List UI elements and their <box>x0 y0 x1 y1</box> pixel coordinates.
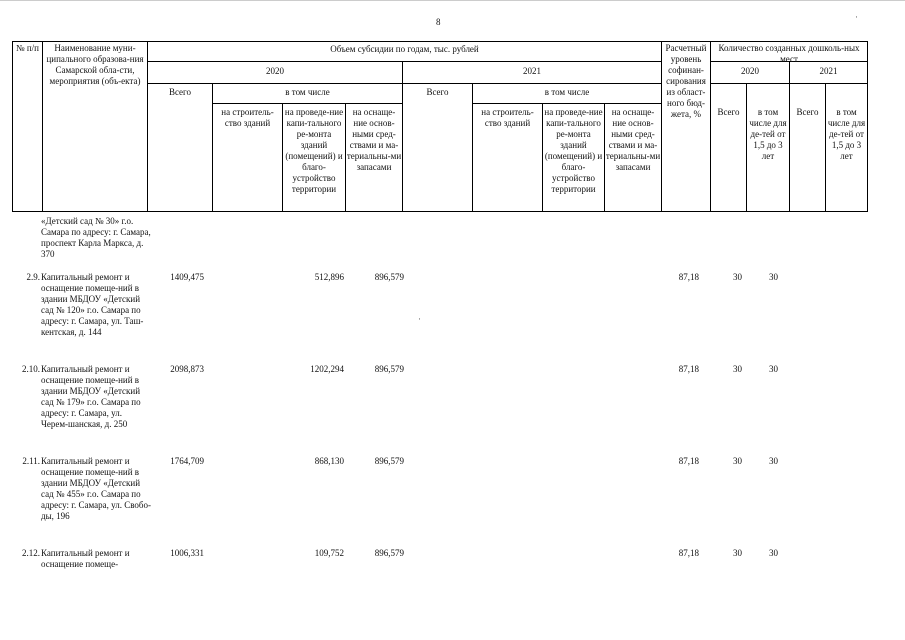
header-places-children-2021: в том числе для де-тей от 1,5 до 3 лет <box>827 107 866 161</box>
header-places-children-2020: в том числе для де-тей от 1,5 до 3 лет <box>749 107 787 161</box>
cell-rate: 87,18 <box>678 272 699 282</box>
page-number: 8 <box>436 17 441 27</box>
cell-equipment-2020: 896,579 <box>374 272 404 282</box>
cell-total-2020: 1006,331 <box>170 548 204 558</box>
header-repair-2021: на проведе-ние капи-тального ре-монта зданий (помещений) и благо-устройство территории <box>544 107 603 194</box>
cell-equipment-2020: 896,579 <box>374 364 404 374</box>
row-name: «Детский сад № 30» г.о. Самара по адресу: г. Самара, проспект Карла Маркса, д. 370 <box>41 216 151 259</box>
row-name: Капитальный ремонт и оснащение помеще-ний в здании МБДОУ «Детский сад № 455» г.о. Самара по адресу: г. Самара, ул. Свобо-ды, 196 <box>41 456 151 521</box>
header-places-total-2020: Всего <box>717 107 740 117</box>
header-year-2021: 2021 <box>523 66 541 76</box>
header-total-2020: Всего <box>168 87 192 97</box>
cell-repair-2020: 868,130 <box>314 456 344 466</box>
cell-places-total-2020: 30 <box>733 456 742 466</box>
cell-rate: 87,18 <box>678 548 699 558</box>
cell-places-total-2020: 30 <box>733 272 742 282</box>
header-construction-2020: на строитель-ство зданий <box>221 107 274 128</box>
header-places-2021: 2021 <box>819 66 838 76</box>
row-name: Капитальный ремонт и оснащение помеще-ний в здании МБДОУ «Детский сад № 120» г.о. Самара по адресу: г. Самара, ул. Таш-кентская, д. 144 <box>41 272 144 337</box>
header-equipment-2021: на оснаще-ние основ-ными сред-ствами и ма-териальны-ми запасами <box>605 107 661 172</box>
header-total-2021: Всего <box>426 87 449 97</box>
cell-total-2020: 2098,873 <box>170 364 204 374</box>
cell-repair-2020: 109,752 <box>314 548 344 558</box>
scan-top-edge <box>0 0 905 1</box>
header-including-2021: в том числе <box>544 87 590 97</box>
cell-rate: 87,18 <box>678 456 699 466</box>
cell-places-total-2020: 30 <box>733 364 742 374</box>
row-name: Капитальный ремонт и оснащение помеще- <box>41 548 130 569</box>
cell-places-children-2020: 30 <box>769 548 778 558</box>
header-num: № п/п <box>16 43 39 53</box>
cell-equipment-2020: 896,579 <box>374 548 404 558</box>
header-rate: Расчетный уровень софинан-сирования из област-ного бюд-жета, % <box>665 43 707 119</box>
scan-speck: · <box>418 314 421 324</box>
cell-total-2020: 1764,709 <box>170 456 204 466</box>
row-num: 2.12. <box>22 548 40 558</box>
header-equipment-2020: на оснаще-ние основ-ными сред-ствами и ма-териальны-ми запасами <box>346 107 402 172</box>
cell-places-children-2020: 30 <box>769 272 778 282</box>
header-places-2020: 2020 <box>741 66 759 76</box>
cell-rate: 87,18 <box>678 364 699 374</box>
header-places-total-2021: Всего <box>796 107 819 117</box>
row-num: 2.11. <box>22 456 40 466</box>
cell-equipment-2020: 896,579 <box>374 456 404 466</box>
header-year-2020: 2020 <box>266 66 284 76</box>
header-name: Наименование муни-ципального образова-ния Самарской обла-сти, мероприятия (объ-екта) <box>46 43 144 86</box>
header-repair-2020: на проведе-ние капи-тального ре-монта зданий (помещений) и благо-устройство территории <box>284 107 344 194</box>
row-name: Капитальный ремонт и оснащение помеще-ний в здании МБДОУ «Детский сад № 179» г.о. Самара по адресу: г. Самара, ул. Черем-шанская, д. 250 <box>41 364 141 429</box>
header-including-2020: в том числе <box>285 87 330 97</box>
cell-places-total-2020: 30 <box>733 548 742 558</box>
row-num: 2.10. <box>22 364 40 374</box>
header-places-title: Количество созданных дошколь-ных мест <box>718 43 860 64</box>
cell-repair-2020: 1202,294 <box>310 364 344 374</box>
cell-places-children-2020: 30 <box>769 364 778 374</box>
cell-repair-2020: 512,896 <box>314 272 344 282</box>
header-subsidy-title: Объем субсидии по годам, тыс. рублей <box>330 44 479 54</box>
header-construction-2021: на строитель-ство зданий <box>481 107 534 128</box>
table-header <box>12 41 867 212</box>
cell-total-2020: 1409,475 <box>170 272 204 282</box>
scan-speck: · <box>855 12 858 22</box>
cell-places-children-2020: 30 <box>769 456 778 466</box>
row-num: 2.9. <box>26 272 40 282</box>
